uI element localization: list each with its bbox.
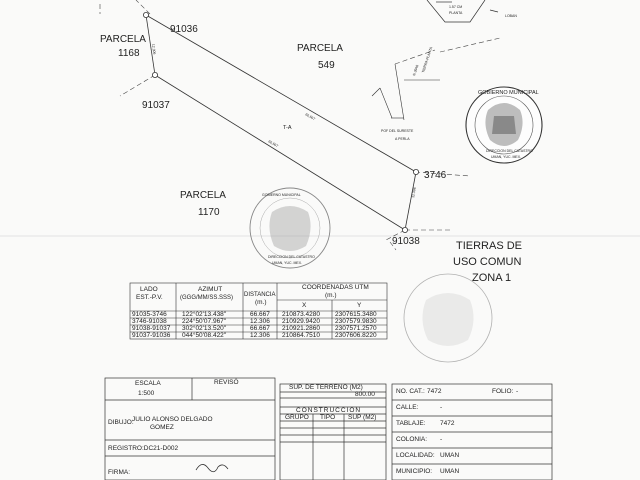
row-3-azimut: 302°02'13.520" <box>182 325 227 332</box>
folio-value: - <box>516 388 519 395</box>
header-azimut: AZIMUT <box>198 286 223 293</box>
colonia-value: - <box>440 436 443 443</box>
seal-center-line-2: DIRECCION DEL CATASTRO <box>268 255 315 259</box>
header-y: Y <box>357 302 362 309</box>
tierras-line-1: TIERRAS DE <box>456 240 523 252</box>
row-2-distancia: 12.306 <box>250 318 270 325</box>
note-perla: A PERLA <box>395 137 410 141</box>
localidad-value: UMAN <box>440 452 460 459</box>
municipio-value: UMAN <box>440 468 460 475</box>
row-4-azimut: 044°50'08.422" <box>182 332 227 339</box>
header-distancia: DISTANCIA <box>244 292 276 298</box>
dibujo-label: DIBUJO: <box>108 419 134 426</box>
row-3-x: 210921.2860 <box>282 325 320 332</box>
municipal-seal-top <box>466 87 542 163</box>
row-4-distancia: 12.306 <box>250 332 270 339</box>
no-cat-value: 7472 <box>427 388 442 395</box>
parcela-1168-number: 1168 <box>118 48 140 59</box>
header-lado: LADO <box>140 286 158 293</box>
header-x: X <box>302 302 307 309</box>
row-4-x: 210864.7510 <box>282 332 320 339</box>
sketch-note-2: PLANTA <box>449 11 463 15</box>
edge-dim-east: 12.306 <box>411 186 417 199</box>
row-1-y: 2307615.3480 <box>335 311 377 318</box>
no-cat-label: NO. CAT.: <box>396 388 425 395</box>
seal-top-line-2: DIRECCION DEL CATASTRO <box>486 149 533 153</box>
seal-center-line-1: GOBIERNO MUNICIPAL <box>262 193 301 197</box>
row-4-lado: 91037-91036 <box>132 332 171 339</box>
header-coordenadas: COORDENADAS UTM <box>302 284 369 291</box>
row-2-lado: 3746-91038 <box>132 318 167 325</box>
row-1-distancia: 66.667 <box>250 311 270 318</box>
sketch-note-1: 1.57 CM <box>449 5 463 9</box>
row-3-y: 2307571.2570 <box>335 325 377 332</box>
tablaje-label: TABLAJE: <box>396 420 426 427</box>
registro-text: REGISTRO:DC21-D002 <box>108 445 179 452</box>
parcel-tag: T-A <box>283 125 292 131</box>
construccion-sup: SUP (M2) <box>348 414 377 421</box>
vertex-91038: 91038 <box>392 236 420 247</box>
row-1-x: 210873.4280 <box>282 311 320 318</box>
municipio-label: MUNICIPIO: <box>396 468 433 475</box>
header-est-pv: EST.-P.V. <box>136 294 163 301</box>
note-pof: POF DEL SURESTE <box>381 129 414 133</box>
row-1-lado: 91035-3746 <box>132 311 167 318</box>
parcela-1170-number: 1170 <box>198 207 220 218</box>
parcela-1170-label: PARCELA <box>180 190 226 201</box>
localidad-label: LOCALIDAD: <box>396 452 435 459</box>
edge-dim-west: 12.306 <box>151 43 157 55</box>
folio-label: FOLIO: <box>492 388 514 395</box>
row-1-azimut: 122°02'13.438" <box>182 311 227 318</box>
row-3-lado: 91038-91037 <box>132 325 171 332</box>
escala-value: 1:500 <box>138 390 155 397</box>
edge-dim-north: 66.667 <box>304 112 316 122</box>
parcela-1168-label: PARCELA <box>100 34 146 45</box>
note-tierra: TIERRA PLANTA <box>421 46 434 74</box>
parcela-549-number: 549 <box>318 60 335 71</box>
parcela-549-label: PARCELA <box>297 43 343 54</box>
calle-label: CALLE: <box>396 404 419 411</box>
construccion-tipo: TIPO <box>320 414 336 421</box>
row-2-azimut: 224°50'07.967" <box>182 318 227 325</box>
row-4-y: 2307606.8220 <box>335 332 377 339</box>
tierras-line-2: USO COMUN <box>453 256 522 268</box>
header-ggg: (GGG/MM/SS.SSS) <box>180 295 234 301</box>
vertex-91037: 91037 <box>142 100 170 111</box>
row-3-distancia: 66.667 <box>250 325 270 332</box>
vertex-3746: 3746 <box>424 170 447 181</box>
row-2-y: 2307579.9830 <box>335 318 377 325</box>
header-m: (m.) <box>255 299 267 306</box>
firma-label: FIRMA: <box>108 469 131 476</box>
escala-label: ESCALA <box>135 380 161 387</box>
calle-value: - <box>440 404 443 411</box>
edge-dim-south: 66.667 <box>267 139 279 149</box>
sketch-note-3: LOBAN <box>505 14 517 18</box>
sup-label: SUP. DE TERRENO (M2) <box>289 384 363 391</box>
reviso-label: REVISÓ <box>214 379 239 386</box>
seal-top-line-3: UMAN, YUC. MEX. <box>491 155 522 159</box>
dibujo-name-1: JULIO ALONSO DELGADO <box>132 416 213 423</box>
sup-value: 800.00 <box>355 391 375 398</box>
vertex-91036: 91036 <box>170 24 198 35</box>
row-2-x: 210929.9420 <box>282 318 320 325</box>
tablaje-value: 7472 <box>440 420 455 427</box>
note-n: N 3946 <box>412 64 420 77</box>
seal-center-line-3: UMAN, YUC. MEX. <box>272 261 303 265</box>
construccion-grupo: GRUPO <box>285 414 309 421</box>
seal-top-line-1: GOBIERNO MUNICIPAL <box>478 90 539 96</box>
dibujo-name-2: GOMEZ <box>150 424 174 431</box>
construccion-label: CONSTRUCCION <box>296 407 362 414</box>
colonia-label: COLONIA: <box>396 436 428 443</box>
header-coordenadas-unit: (m.) <box>325 292 337 299</box>
tierras-line-3: ZONA 1 <box>472 272 512 284</box>
